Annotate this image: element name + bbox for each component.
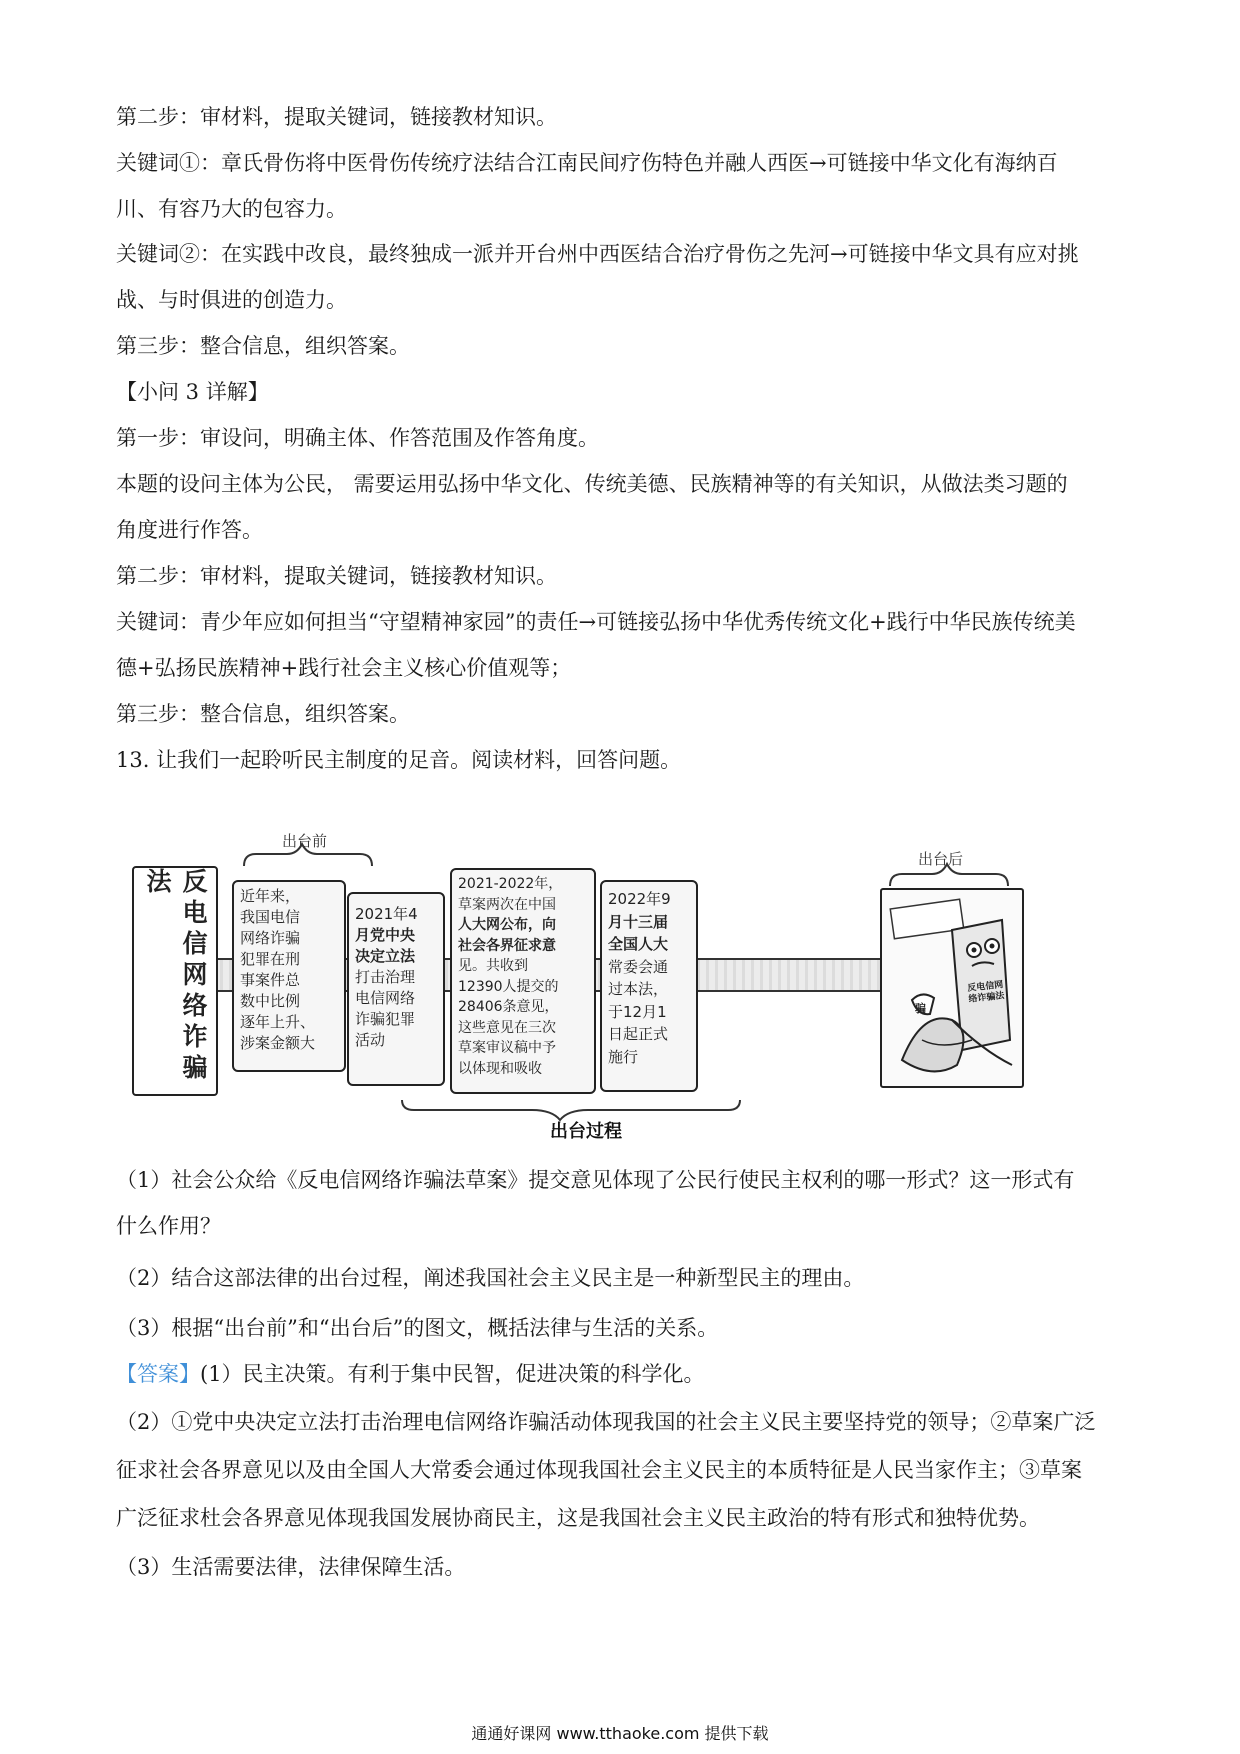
step2-text-line: 以体现和吸收	[458, 1060, 542, 1077]
step2-text-line: 2021-2022年，	[458, 876, 563, 892]
step2-text-line: 草案审议稿中予	[458, 1040, 556, 1056]
question-1-cont: 什么作用？	[116, 1214, 221, 1238]
before-text-line: 犯罪在刑	[240, 950, 301, 968]
text-line: 第二步：审材料，提取关键词，链接教材知识。	[116, 105, 557, 129]
step1-text-line: 月党中央	[355, 926, 416, 944]
before-text-line: 涉案金额大	[240, 1034, 316, 1052]
answer-line: 征求社会各界意见以及由全国人大常委会通过体现我国社会主义民主的本质特征是人民当家作主；③草案	[116, 1458, 1082, 1482]
step3-text-line: 过本法，	[608, 980, 669, 998]
step3-text-line: 月十三届	[608, 912, 669, 931]
text-line: 关键词①：章氏骨伤将中医骨伤传统疗法结合江南民间疗伤特色并融人西医→可链接中华文化有海纳百	[116, 151, 1058, 175]
before-box	[232, 880, 346, 1072]
cartoon-bubble-text: 骗	[915, 1002, 926, 1015]
answer-line: （2）①党中央决定立法打击治理电信网络诈骗活动体现我国的社会主义民主要坚持党的领导；②草案广泛	[116, 1410, 1096, 1434]
step1-text-line: 打击治理	[355, 968, 416, 986]
after-cartoon-frame	[880, 888, 1024, 1088]
text-line: 战、与时俱进的创造力。	[116, 288, 347, 312]
step3-text-line: 2022年9	[608, 890, 671, 908]
step2-text-line: 28406条意见，	[458, 999, 559, 1015]
section-heading: 【小问 3 详解】	[116, 380, 269, 404]
before-text-line: 逐年上升、	[240, 1013, 316, 1031]
step1-box	[347, 892, 445, 1086]
step3-text-line: 于12月1	[608, 1002, 667, 1021]
cartoon-sign-text: 反电信网络诈骗法	[966, 980, 1005, 1005]
step1-text-line: 2021年4	[355, 905, 418, 923]
process-label: 出台过程	[550, 1121, 622, 1142]
step3-text-line: 常委会通	[608, 957, 669, 976]
question-3: （3）根据“出台前”和“出台后”的图文，概括法律与生活的关系。	[116, 1316, 719, 1340]
step3-text-line: 全国人大	[608, 935, 669, 953]
before-text-line: 近年来，	[240, 887, 301, 905]
step3-text-line: 日起正式	[608, 1025, 669, 1043]
law-title: 反电信网络诈骗法	[143, 868, 208, 1085]
step2-text-line: 12390人提交的	[458, 978, 559, 995]
answer-line-1	[116, 1360, 1126, 1388]
text-line: 关键词：青少年应如何担当“守望精神家园”的责任→可链接弘扬中华优秀传统文化+践行中华民族传统美	[116, 610, 1076, 634]
before-text-line: 网络诈骗	[240, 929, 301, 947]
before-text-line: 数中比例	[240, 992, 301, 1010]
text-line: 关键词②：在实践中改良，最终独成一派并开台州中西医结合治疗骨伤之先河→可链接中华文具有应对挑	[116, 242, 1079, 266]
text-line: 第三步：整合信息，组织答案。	[116, 334, 410, 358]
step1-text-line: 诈骗犯罪	[355, 1010, 416, 1028]
step3-box	[600, 880, 698, 1092]
step1-text-line: 活动	[355, 1031, 386, 1049]
step2-text-line: 草案两次在中国	[458, 896, 556, 913]
text-line: 第一步：审设问，明确主体、作答范围及作答角度。	[116, 426, 599, 450]
question-13-stem: 13. 让我们一起聆听民主制度的足音。阅读材料，回答问题。	[116, 748, 682, 772]
step2-text-line: 人大网公布，向	[458, 917, 556, 933]
before-text-line: 我国电信	[240, 908, 301, 926]
text-line: 角度进行作答。	[116, 518, 263, 542]
text-line: 第三步：整合信息，组织答案。	[116, 702, 410, 726]
before-text-line: 事案件总	[240, 971, 301, 989]
step2-text-line: 这些意见在三次	[458, 1019, 556, 1036]
answer-tag: 【答案】	[116, 1362, 200, 1386]
text-line: 第二步：审材料，提取关键词，链接教材知识。	[116, 564, 557, 588]
step1-text-line: 决定立法	[355, 947, 416, 965]
step2-text-line: 社会各界征求意	[458, 937, 556, 954]
answer-line: 广泛征求杜会各界意见体现我国发展协商民主，这是我国社会主义民主政治的特有形式和独特优势。	[116, 1506, 1040, 1530]
law-process-diagram	[132, 832, 1112, 1142]
step2-text-line: 见。共收到	[458, 958, 528, 974]
step1-text-line: 电信网络	[355, 989, 416, 1007]
before-label: 出台前	[282, 832, 328, 850]
text-line: 川、有容乃大的包容力。	[116, 197, 347, 221]
step3-text-line: 施行	[608, 1047, 639, 1066]
answer-line: （3）生活需要法律，法律保障生活。	[116, 1555, 466, 1579]
text-line: 德+弘扬民族精神+践行社会主义核心价值观等；	[116, 656, 572, 680]
law-title-box	[132, 866, 218, 1096]
text-line: 本题的设问主体为公民， 需要运用弘扬中华文化、传统美德、民族精神等的有关知识，从做法类习题的	[116, 472, 1068, 496]
step2-box	[450, 868, 596, 1094]
question-2: （2）结合这部法律的出台过程，阐述我国社会主义民主是一种新型民主的理由。	[116, 1266, 865, 1290]
after-label: 出台后	[918, 850, 964, 868]
page-footer: 通通好课网 www.tthaoke.com 提供下载	[471, 1724, 769, 1743]
question-1: （1）社会公众给《反电信网络诈骗法草案》提交意见体现了公民行使民主权利的哪一形式？这一形式有	[116, 1168, 1075, 1192]
answer-text: (1）民主决策。有利于集中民智，促进决策的科学化。	[200, 1362, 705, 1386]
